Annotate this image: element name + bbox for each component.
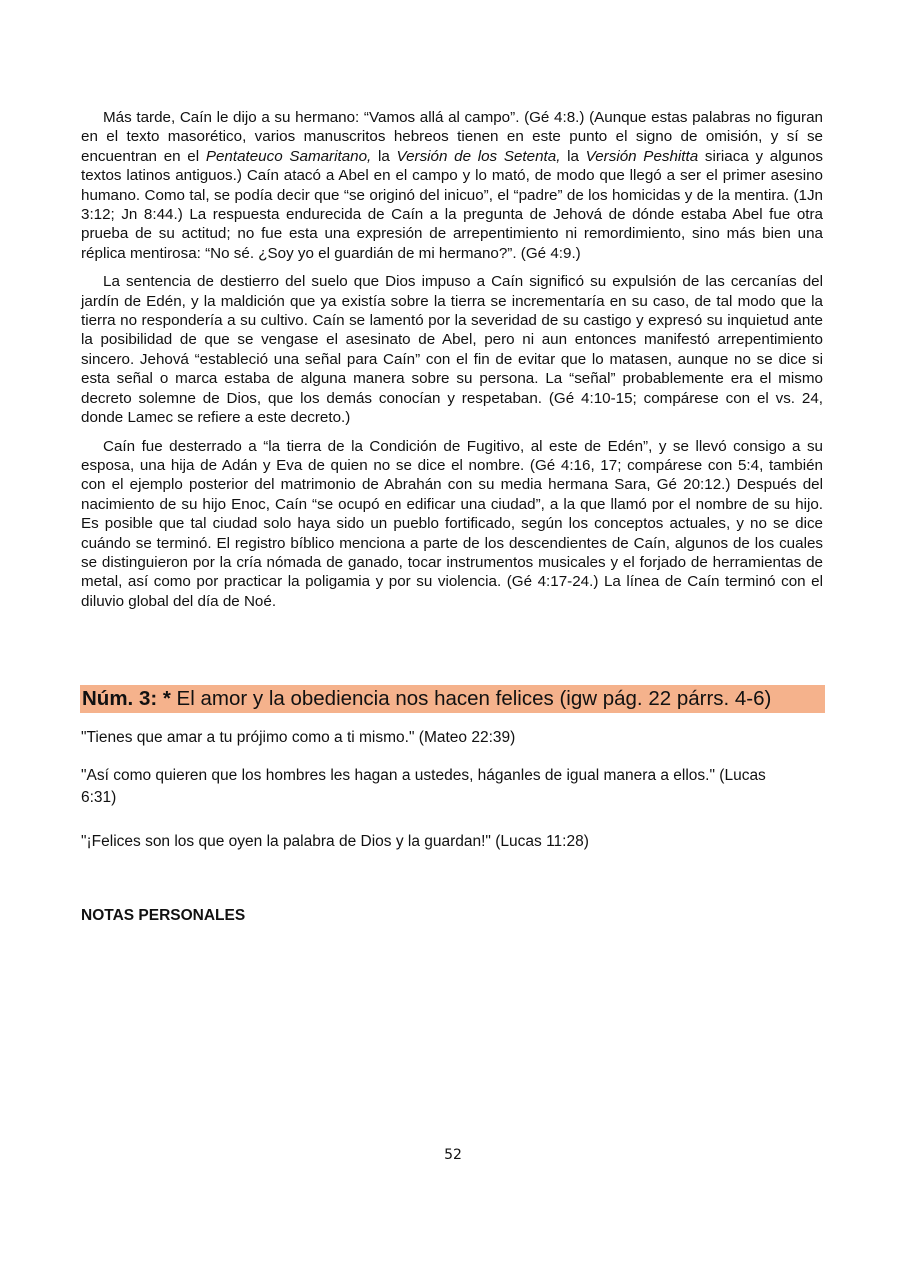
paragraph [81, 437, 823, 612]
italic-title: Versión Peshitta [585, 147, 699, 165]
italic-title: Versión de los Setenta, [396, 147, 561, 165]
paragraph-text: Caín fue desterrado a “la tierra de la Condición de Fugitivo, al este de Edén”, y se llevó consigo a su esposa, una hija de Adán y Eva de quien no se dice el nombre. (Gé 4:16, 17; compárese con 5:4, también con el ejemplo posterior del matrimonio de Abrahán con su media hermana Sara, Gé 20:12.) Después del nacimiento de su hijo Enoc, Caín “se ocupó en edificar una ciudad”, a la que llamó por el nombre de su hijo. Es posible que tal ciudad solo haya sido un pueblo fortificado, según los conceptos actuales, y no se dice cuándo se terminó. El registro bíblico menciona a parte de los descendientes de Caín, algunos de los cuales se distinguieron por la cría nómada de ganado, tocar instrumentos musicales y el forjado de herramientas de metal, así como por practicar la poligamia y por su violencia. (Gé 4:17-24.) La línea de Caín terminó con el diluvio global del día de Noé. [81, 437, 823, 610]
paragraph-text: la [560, 147, 586, 165]
paragraph-text: La sentencia de destierro del suelo que Dios impuso a Caín significó su expulsión de las cercanías del jardín de Edén, y la maldición que ya existía sobre la tierra se incrementaría en su caso, de tal modo que la tierra no respondería a su cultivo. Caín se lamentó por la severidad de su castigo y expresó su inquietud ante la posibilidad de que se vengase el asesinato de Abel, pero ni aun entonces manifestó arrepentimiento sincero. Jehová “estableció una señal para Caín” con el fin de evitar que lo matasen, aunque no se dice si esta señal o marca estaba de alguna manera sobre su persona. La “señal” probablemente era el mismo decreto solemne de Dios, que los demás conocían y respetaban. (Gé 4:10-15; compárese con el vs. 24, donde Lamec se refiere a este decreto.) [81, 273, 823, 427]
notes-heading: NOTAS PERSONALES [81, 907, 246, 924]
article-body [81, 108, 823, 620]
italic-title: Pentateuco Samaritano, [205, 147, 372, 165]
paragraph-text: Más tarde, Caín le dijo a su hermano: “Vamos allá al campo”. (Gé 4:8.) (Aunque estas palabras no figuran en el texto masorético, varios manuscritos hebreos tienen en este punto el signo de omisión, y sí se encuentran en el [81, 109, 823, 165]
paragraph [81, 108, 823, 263]
scripture-quote: "¡Felices son los que oyen la palabra de Dios y la guardan!" (Lucas 11:28) [81, 833, 589, 850]
scripture-quote: "Así como quieren que los hombres les hagan a ustedes, háganles de igual manera a ellos." (Lucas 6:31) [81, 767, 766, 806]
paragraph-text: siriaca y algunos textos latinos antiguos.) Caín atacó a Abel en el campo y lo mató, de modo que llegó a ser el primer asesino humano. Como tal, se podía decir que “se originó del inicuo”, el “padre” de los homicidas y de la mentira. (1Jn 3:12; Jn 8:44.) La respuesta endurecida de Caín a la pregunta de Jehová de dónde estaba Abel fue otra prueba de su actitud; no fue esta una expresión de arrepentimiento ni remordimiento, sino más bien una réplica mentirosa: “No sé. ¿Soy yo el guardián de mi hermano?”. (Gé 4:9.) [81, 147, 823, 262]
section-heading [80, 685, 825, 713]
paragraph [81, 272, 823, 427]
heading-number: Núm. 3: * [82, 687, 171, 710]
scripture-quote: "Tienes que amar a tu prójimo como a ti mismo." (Mateo 22:39) [81, 729, 516, 746]
page-number: 52 [444, 1147, 462, 1163]
heading-title: El amor y la obediencia nos hacen felices (igw pág. 22 párrs. 4-6) [170, 687, 772, 710]
paragraph-text: la [371, 147, 397, 165]
